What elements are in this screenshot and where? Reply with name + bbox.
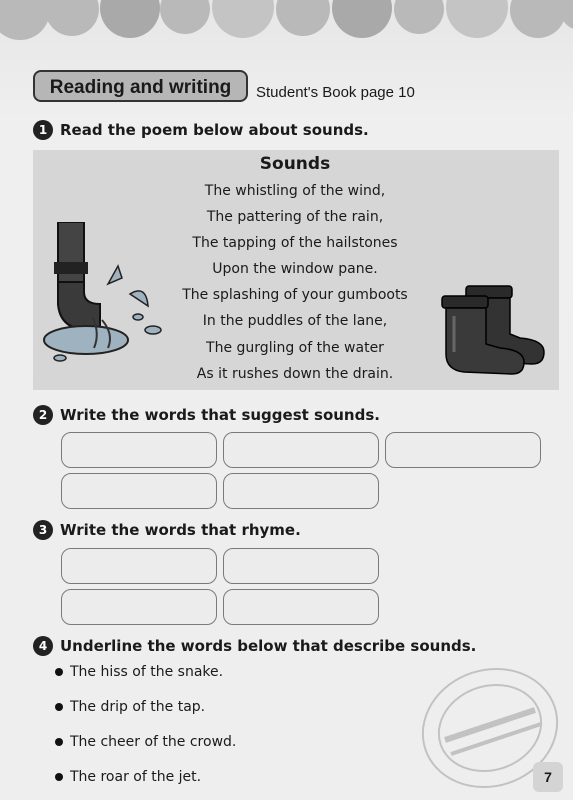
question-instruction: Write the words that rhyme. xyxy=(60,521,301,539)
question-number: 4 xyxy=(33,636,53,656)
question-2 xyxy=(33,405,380,425)
answer-box[interactable] xyxy=(385,432,541,468)
poem-line: The pattering of the rain, xyxy=(206,209,384,225)
poem-title: Sounds xyxy=(259,154,331,174)
bullet-icon xyxy=(55,773,63,781)
poem-line: In the puddles of the lane, xyxy=(202,313,388,329)
poem-line: Upon the window pane. xyxy=(212,261,378,277)
poem-line: The tapping of the hailstones xyxy=(192,235,398,251)
poem-line: The whistling of the wind, xyxy=(204,183,386,199)
answer-box[interactable] xyxy=(61,589,217,625)
book-reference: Student's Book page 10 xyxy=(256,84,415,101)
drainpipe-illustration xyxy=(38,222,173,372)
poem-line: The splashing of your gumboots xyxy=(182,287,408,303)
answer-box[interactable] xyxy=(61,548,217,584)
list-item[interactable] xyxy=(55,769,201,785)
answer-box[interactable] xyxy=(61,473,217,509)
question-instruction: Write the words that suggest sounds. xyxy=(60,406,380,424)
bullet-icon xyxy=(55,668,63,676)
list-item[interactable] xyxy=(55,664,223,680)
page-number: 7 xyxy=(533,762,563,792)
question-4 xyxy=(33,636,476,656)
list-item[interactable] xyxy=(55,734,236,750)
list-item-text: The cheer of the crowd. xyxy=(70,734,237,750)
list-item-text: The roar of the jet. xyxy=(70,769,202,785)
answer-box[interactable] xyxy=(223,589,379,625)
section-title: Reading and writing xyxy=(33,70,248,102)
question-number: 2 xyxy=(33,405,53,425)
list-item[interactable] xyxy=(55,699,205,715)
answer-box[interactable] xyxy=(223,432,379,468)
question-number: 1 xyxy=(33,120,53,140)
poem-line: The gurgling of the water xyxy=(206,340,384,356)
bullet-icon xyxy=(55,703,63,711)
decorative-dot-border xyxy=(0,0,573,52)
list-item-text: The drip of the tap. xyxy=(70,699,206,715)
question-instruction: Underline the words below that describe sounds. xyxy=(60,637,477,655)
bullet-icon xyxy=(55,738,63,746)
answer-box[interactable] xyxy=(223,548,379,584)
gumboots-illustration xyxy=(420,282,548,377)
answer-box[interactable] xyxy=(223,473,379,509)
question-number: 3 xyxy=(33,520,53,540)
poem-line: As it rushes down the drain. xyxy=(196,366,394,382)
question-1 xyxy=(33,120,369,140)
question-3 xyxy=(33,520,301,540)
list-item-text: The hiss of the snake. xyxy=(70,664,224,680)
question-instruction: Read the poem below about sounds. xyxy=(60,121,369,139)
answer-box[interactable] xyxy=(61,432,217,468)
